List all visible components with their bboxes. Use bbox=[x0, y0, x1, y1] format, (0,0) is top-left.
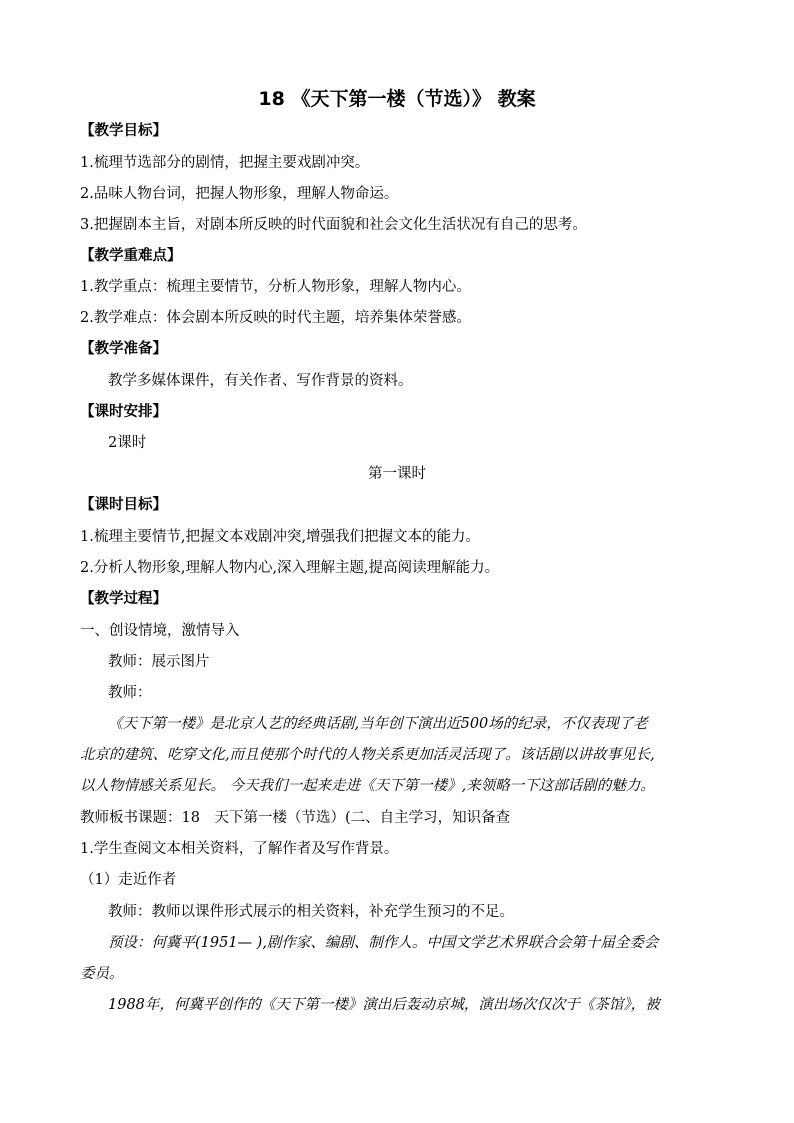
key-point-1: 1.教学重点：梳理主要情节，分析人物形象，理解人物内心。 bbox=[80, 279, 471, 295]
key-point-2: 2.教学难点：体会剧本所反映的时代主题，培养集体荣誉感。 bbox=[80, 310, 471, 326]
preset-line-2: 委员。 bbox=[80, 966, 124, 982]
lesson-goal-1: 1.梳理主要情节,把握文本戏剧冲突,增强我们把握文本的能力。 bbox=[80, 529, 481, 545]
prep-text: 教学多媒体课件，有关作者、写作背景的资料。 bbox=[108, 373, 413, 389]
intro-paragraph-line-1: 《天下第一楼》是北京人艺的经典话剧,当年创下演出近500场的纪录，不仅表现了老 bbox=[108, 716, 648, 732]
section-heading-lesson-goals: 【课时目标】 bbox=[80, 497, 167, 513]
section-heading-process: 【教学过程】 bbox=[80, 591, 167, 607]
intro-paragraph-line-2: 北京的建筑、吃穿文化,而且使那个时代的人物关系更加活灵活现了。该话剧以讲故事见长, bbox=[80, 747, 655, 763]
goal-item-3: 3.把握剧本主旨，对剧本所反映的时代面貌和社会文化生活状况有自己的思考。 bbox=[80, 217, 587, 233]
paragraph-1988: 1988年，何冀平创作的《天下第一楼》演出后轰动京城，演出场次仅次于《茶馆》，被 bbox=[108, 997, 660, 1013]
lesson-goal-2: 2.分析人物形象,理解人物内心,深入理解主题,提高阅读理解能力。 bbox=[80, 560, 500, 576]
self-study-item-1: 1.学生查阅文本相关资料，了解作者及写作背景。 bbox=[80, 841, 399, 857]
schedule-text: 2课时 bbox=[108, 435, 147, 451]
lesson-one-title: 第一课时 bbox=[368, 466, 426, 482]
goal-item-2: 2.品味人物台词，把握人物形象，理解人物命运。 bbox=[80, 186, 399, 202]
section-heading-goals: 【教学目标】 bbox=[80, 123, 167, 139]
step-one-heading: 一、创设情境，激情导入 bbox=[80, 623, 240, 639]
page-title: 18 《天下第一楼（节选）》 教案 bbox=[258, 88, 536, 110]
teacher-label: 教师： bbox=[108, 685, 152, 701]
teacher-show-images: 教师：展示图片 bbox=[108, 654, 210, 670]
section-heading-schedule: 【课时安排】 bbox=[80, 404, 167, 420]
section-heading-prep: 【教学准备】 bbox=[80, 341, 167, 357]
author-subheading: （1）走近作者 bbox=[80, 872, 177, 888]
section-heading-key-points: 【教学重难点】 bbox=[80, 248, 182, 264]
board-title-line: 教师板书课题：18 天下第一楼（节选）(二、自主学习，知识备查 bbox=[80, 810, 511, 826]
goal-item-1: 1.梳理节选部分的剧情，把握主要戏剧冲突。 bbox=[80, 155, 370, 171]
preset-line-1: 预设：何冀平(1951— ),剧作家、编剧、制作人。中国文学艺术界联合会第十届全委会 bbox=[108, 935, 659, 951]
intro-paragraph-line-3: 以人物情感关系见长。 今天我们一起来走进《天下第一楼》,来领略一下这部话剧的魅力。 bbox=[80, 778, 655, 794]
teacher-supplement-line: 教师：教师以课件形式展示的相关资料，补充学生预习的不足。 bbox=[108, 904, 514, 920]
